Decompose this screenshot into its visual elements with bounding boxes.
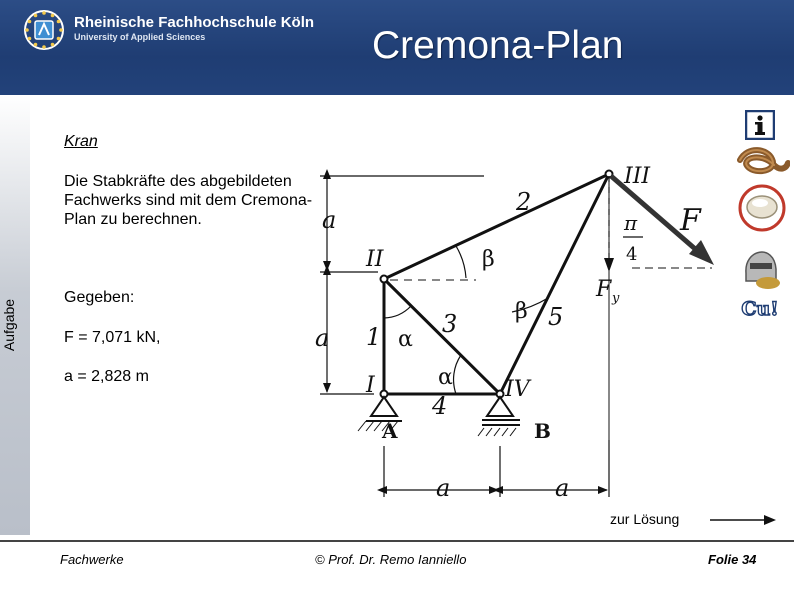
member-label-3: 3: [442, 310, 458, 338]
knot-icon: [740, 150, 788, 171]
footer-author: © Prof. Dr. Remo Ianniello: [315, 552, 467, 567]
angle-label-beta-top: β: [482, 247, 495, 272]
problem-heading: Kran: [64, 133, 98, 150]
university-name: Rheinische Fachhochschule Köln: [74, 14, 315, 31]
force-angle-fraction: [623, 211, 643, 265]
footer-slide-number: Folie 34: [708, 552, 757, 567]
angle-label-alpha-top: α: [398, 327, 413, 352]
truss-members: [384, 174, 609, 394]
member-label-4: 4: [432, 392, 448, 420]
dim-label-lower: a: [315, 324, 330, 352]
force-angle-denominator: 4: [626, 244, 638, 265]
cup-icon: [740, 186, 784, 230]
node-label-2: II: [366, 247, 384, 272]
footer-divider: [0, 540, 794, 542]
support-b: [478, 397, 520, 436]
vertical-dimension-lines: [320, 176, 484, 394]
support-label-a: A: [382, 419, 398, 443]
cu-icon: [741, 298, 778, 320]
solution-arrow-icon[interactable]: [706, 510, 778, 530]
length-value: a = 2,828 m: [64, 368, 149, 385]
force-component-subscript: y: [612, 291, 620, 306]
decorations-column: [730, 145, 790, 335]
force-label: F: [680, 203, 701, 238]
solution-link[interactable]: zur Lösung: [610, 511, 680, 527]
member-label-5: 5: [548, 303, 564, 331]
horizontal-dimension-lines: [384, 440, 609, 497]
dim-label-upper: a: [322, 206, 337, 234]
angle-label-alpha-bottom: α: [438, 365, 453, 390]
angle-label-beta-bottom: β: [515, 299, 528, 324]
member-label-2: 2: [516, 188, 532, 216]
force-value: F = 7,071 kN,: [64, 329, 161, 346]
member-label-1: 1: [366, 323, 382, 351]
force-component-label: F: [596, 277, 612, 302]
force-angle-numerator: π: [624, 211, 638, 235]
force-component-arrowhead: [604, 258, 614, 272]
node-label-3: III: [624, 164, 651, 189]
university-subtitle: University of Applied Sciences: [74, 32, 206, 42]
helmet-icon: [746, 252, 780, 289]
node-label-4: IV: [505, 377, 530, 402]
given-label: Gegeben:: [64, 289, 135, 306]
dim-label-bottom-right: a: [555, 474, 570, 502]
support-label-b: B: [534, 419, 551, 443]
info-icon[interactable]: [745, 110, 775, 140]
footer-topic: Fachwerke: [60, 552, 124, 567]
section-label: Aufgabe: [1, 298, 17, 352]
dim-label-bottom-left: a: [436, 474, 451, 502]
truss-nodes: [381, 171, 613, 398]
node-label-1: I: [366, 373, 375, 398]
problem-intro: Die Stabkräfte des abgebildeten Fachwerks sind mit dem Cremona-Plan zu berechnen.: [64, 173, 313, 228]
slide-title: Cremona-Plan: [372, 24, 624, 67]
svg-text:Cu!: Cu!: [741, 298, 779, 320]
